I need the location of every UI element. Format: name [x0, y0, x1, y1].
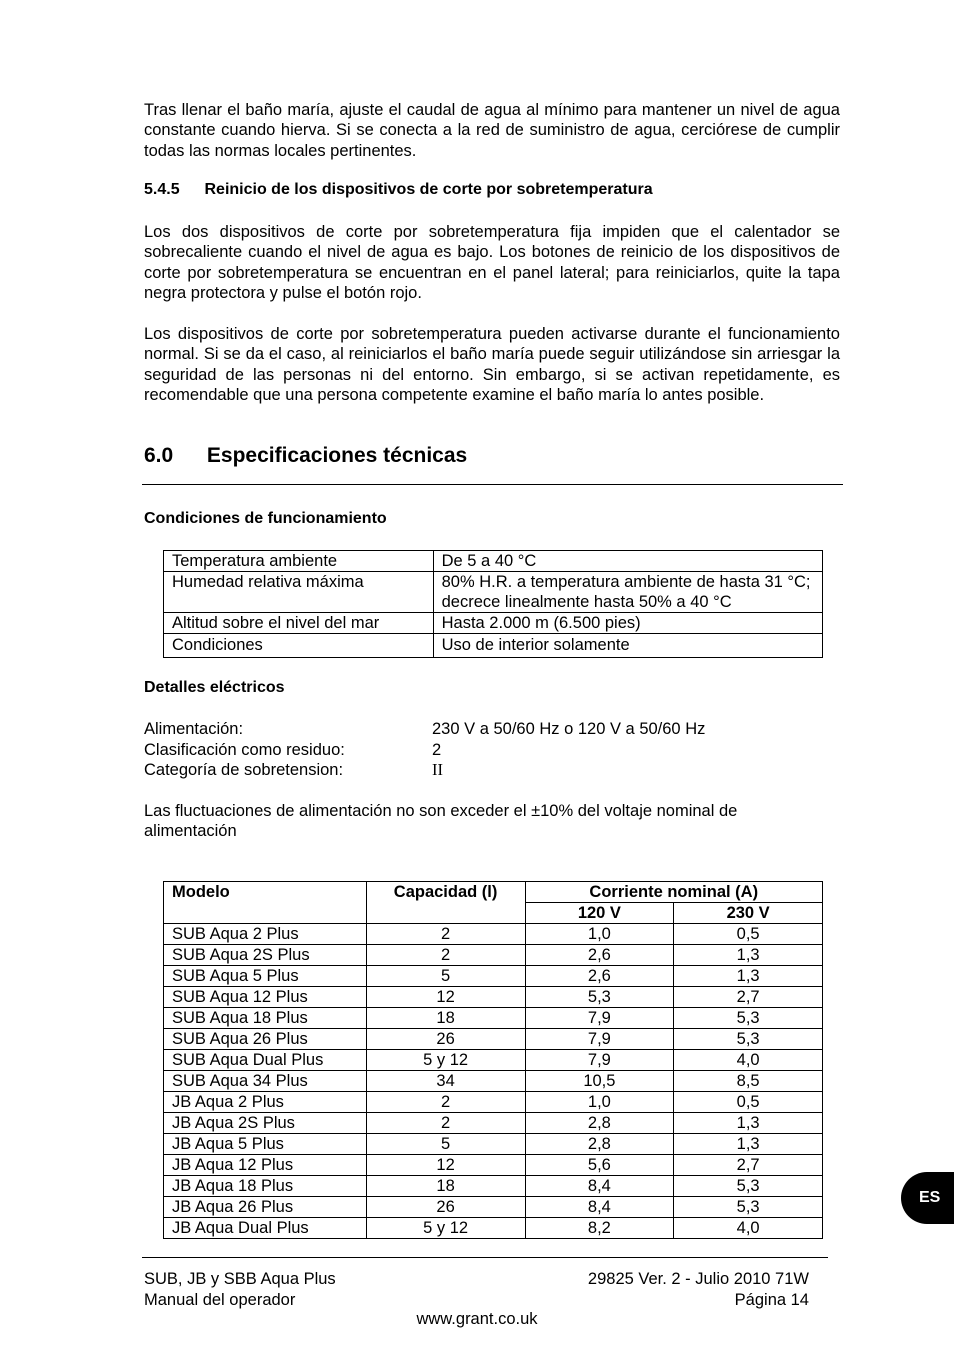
condition-label: Humedad relativa máxima: [164, 572, 434, 613]
current-230v-cell: 5,3: [674, 1176, 823, 1197]
current-230v-cell: 0,5: [674, 924, 823, 945]
current-230v-cell: 8,5: [674, 1071, 823, 1092]
model-name-cell: SUB Aqua 26 Plus: [164, 1029, 367, 1050]
model-name-cell: SUB Aqua 18 Plus: [164, 1008, 367, 1029]
table-row: [164, 1134, 823, 1155]
current-120v-cell: 8,4: [525, 1197, 674, 1218]
electrical-heading: Detalles eléctricos: [144, 679, 285, 696]
capacity-cell: 2: [366, 945, 525, 966]
language-tab: ES: [901, 1172, 954, 1224]
current-120v-cell: 8,2: [525, 1218, 674, 1239]
table-row: [164, 1176, 823, 1197]
capacity-cell: 12: [366, 987, 525, 1008]
capacity-cell: 26: [366, 1029, 525, 1050]
current-120v-cell: 7,9: [525, 1008, 674, 1029]
table-row: [164, 634, 823, 658]
model-name-cell: SUB Aqua 2S Plus: [164, 945, 367, 966]
header-current: Corriente nominal (A): [525, 882, 822, 903]
current-120v-cell: 2,6: [525, 966, 674, 987]
table-row: [164, 1029, 823, 1050]
footer-right: [588, 1269, 809, 1310]
capacity-cell: 2: [366, 1113, 525, 1134]
section-60-title: Especificaciones técnicas: [206, 444, 468, 467]
electrical-labels: [144, 719, 345, 781]
table-row: [164, 1071, 823, 1092]
current-230v-cell: 1,3: [674, 1113, 823, 1134]
condition-label: Condiciones: [164, 634, 434, 658]
model-name-cell: SUB Aqua 2 Plus: [164, 924, 367, 945]
table-header-row: [164, 882, 823, 903]
table-row: [164, 1155, 823, 1176]
electrical-value: 2: [432, 740, 442, 759]
operating-conditions-table: [163, 550, 823, 658]
table-row: [164, 1092, 823, 1113]
model-name-cell: SUB Aqua 5 Plus: [164, 966, 367, 987]
footer-page-number: Página 14: [734, 1290, 809, 1309]
model-name-cell: JB Aqua 5 Plus: [164, 1134, 367, 1155]
electrical-label: Clasificación como residuo:: [144, 740, 345, 759]
table-row: [164, 1197, 823, 1218]
current-120v-cell: 10,5: [525, 1071, 674, 1092]
capacity-cell: 5 y 12: [366, 1050, 525, 1071]
electrical-label: Categoría de sobretension:: [144, 761, 344, 779]
table-row: [164, 1050, 823, 1071]
section-divider: [142, 484, 843, 485]
section-545-paragraph-1: Los dos dispositivos de corte por sobretemperatura fija impiden que el calentador se sobrecaliente cuando el nivel de agua es bajo. Los botones de reinicio de los dispositivos de corte por sobretemperatura se encuentran en el panel lateral; para reiniciarlos, quite la tapa negra protectora y pulse el botón rojo.: [144, 223, 840, 302]
header-capacity: Capacidad (l): [366, 882, 525, 924]
operating-conditions-heading: Condiciones de funcionamiento: [144, 510, 387, 527]
condition-value: Hasta 2.000 m (6.500 pies): [433, 613, 822, 634]
section-545-heading: [144, 181, 653, 199]
capacity-cell: 2: [366, 924, 525, 945]
current-230v-cell: 4,0: [674, 1218, 823, 1239]
table-row: [164, 924, 823, 945]
footer-manual: Manual del operador: [144, 1290, 296, 1309]
condition-value: De 5 a 40 °C: [433, 551, 822, 572]
electrical-value: 230 V a 50/60 Hz o 120 V a 50/60 Hz: [432, 720, 706, 738]
current-120v-cell: 5,3: [525, 987, 674, 1008]
capacity-cell: 5: [366, 1134, 525, 1155]
footer-doc-version: 29825 Ver. 2 - Julio 2010 71W: [587, 1270, 809, 1288]
section-60-heading: [144, 444, 467, 468]
intro-paragraph: Tras llenar el baño maría, ajuste el caudal de agua al mínimo para mantener un nivel de agua constante cuando hierva. Si se conecta a la red de suministro de agua, cerciórese de cumplir todas las normas locales pertinentes.: [144, 101, 840, 160]
model-name-cell: SUB Aqua 12 Plus: [164, 987, 367, 1008]
table-row: [164, 551, 823, 572]
capacity-cell: 5 y 12: [366, 1218, 525, 1239]
capacity-cell: 5: [366, 966, 525, 987]
footer-product: SUB, JB y SBB Aqua Plus: [144, 1270, 336, 1288]
table-row: [164, 572, 823, 613]
current-120v-cell: 7,9: [525, 1050, 674, 1071]
table-row: [164, 966, 823, 987]
model-current-table: [163, 881, 823, 1239]
condition-value: 80% H.R. a temperatura ambiente de hasta 31 °C; decrece linealmente hasta 50% a 40 °C: [433, 572, 822, 613]
model-name-cell: JB Aqua Dual Plus: [164, 1218, 367, 1239]
table-row: [164, 1218, 823, 1239]
table-row: [164, 1113, 823, 1134]
header-model: Modelo: [164, 882, 367, 924]
current-120v-cell: 7,9: [525, 1029, 674, 1050]
model-name-cell: JB Aqua 2 Plus: [164, 1092, 367, 1113]
current-230v-cell: 2,7: [674, 987, 823, 1008]
current-120v-cell: 2,8: [525, 1113, 674, 1134]
section-545-paragraph-2: Los dispositivos de corte por sobretemperatura pueden activarse durante el funcionamiento normal. Si se da el caso, al reiniciarlos el baño maría puede seguir utilizándose sin arriesgar la seguridad de las personas ni del entorno. Sin embargo, si se activan repetidamente, es recomendable que una persona competente examine el baño maría lo antes posible.: [144, 325, 840, 404]
model-name-cell: SUB Aqua 34 Plus: [164, 1071, 367, 1092]
footer-left: [144, 1269, 336, 1310]
electrical-note: Las fluctuaciones de alimentación no son exceder el ±10% del voltaje nominal de alimentación: [144, 802, 738, 841]
current-230v-cell: 5,3: [674, 1197, 823, 1218]
current-230v-cell: 1,3: [674, 966, 823, 987]
current-120v-cell: 1,0: [525, 1092, 674, 1113]
capacity-cell: 12: [366, 1155, 525, 1176]
footer-divider: [142, 1257, 828, 1258]
current-230v-cell: 4,0: [674, 1050, 823, 1071]
current-230v-cell: 2,7: [674, 1155, 823, 1176]
condition-value: Uso de interior solamente: [433, 634, 822, 658]
current-120v-cell: 5,6: [525, 1155, 674, 1176]
capacity-cell: 18: [366, 1176, 525, 1197]
model-name-cell: JB Aqua 12 Plus: [164, 1155, 367, 1176]
capacity-cell: 34: [366, 1071, 525, 1092]
table-row: [164, 987, 823, 1008]
current-230v-cell: 5,3: [674, 1029, 823, 1050]
current-120v-cell: 2,8: [525, 1134, 674, 1155]
capacity-cell: 18: [366, 1008, 525, 1029]
capacity-cell: 26: [366, 1197, 525, 1218]
capacity-cell: 2: [366, 1092, 525, 1113]
section-60-number: 6.0: [144, 444, 174, 467]
current-120v-cell: 2,6: [525, 945, 674, 966]
current-230v-cell: 5,3: [674, 1008, 823, 1029]
model-name-cell: SUB Aqua Dual Plus: [164, 1050, 367, 1071]
current-230v-cell: 1,3: [674, 1134, 823, 1155]
model-name-cell: JB Aqua 18 Plus: [164, 1176, 367, 1197]
condition-label: Temperatura ambiente: [164, 551, 434, 572]
electrical-values: [432, 719, 705, 781]
model-name-cell: JB Aqua 26 Plus: [164, 1197, 367, 1218]
header-230v: 230 V: [674, 903, 823, 924]
current-120v-cell: 8,4: [525, 1176, 674, 1197]
footer-website[interactable]: www.grant.co.uk: [416, 1310, 538, 1328]
current-230v-cell: 0,5: [674, 1092, 823, 1113]
header-120v: 120 V: [525, 903, 674, 924]
condition-label: Altitud sobre el nivel del mar: [164, 613, 434, 634]
electrical-value: II: [432, 760, 443, 779]
current-120v-cell: 1,0: [525, 924, 674, 945]
table-row: [164, 613, 823, 634]
electrical-label: Alimentación:: [144, 720, 244, 738]
table-row: [164, 945, 823, 966]
table-row: [164, 1008, 823, 1029]
section-545-title: Reinicio de los dispositivos de corte por sobretemperatura: [204, 181, 653, 198]
model-name-cell: JB Aqua 2S Plus: [164, 1113, 367, 1134]
section-545-number: 5.4.5: [144, 181, 180, 198]
current-230v-cell: 1,3: [674, 945, 823, 966]
